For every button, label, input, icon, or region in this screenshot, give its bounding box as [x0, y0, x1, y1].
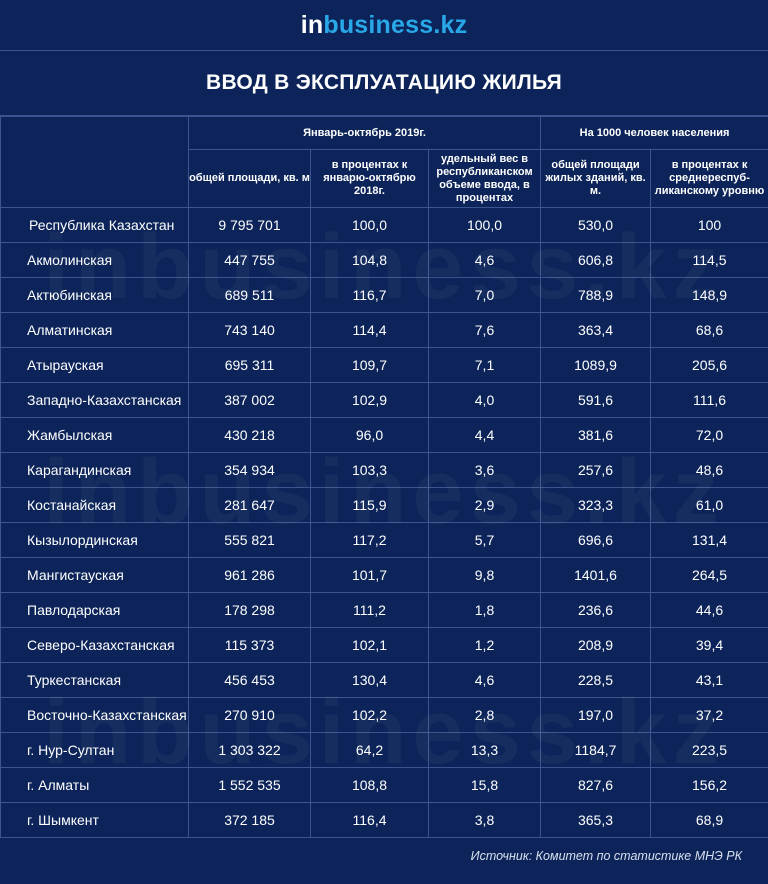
total-area: 1 303 322 [189, 733, 311, 768]
table-row [1, 733, 768, 768]
col-header-share: удельный вес в республиканском объеме ввода, в процентах [429, 150, 541, 208]
total-area: 115 373 [189, 628, 311, 663]
share-percent: 15,8 [429, 768, 541, 803]
area-per-1000: 363,4 [541, 313, 651, 348]
table-row [1, 593, 768, 628]
percent-2018: 104,8 [311, 243, 429, 278]
share-percent: 2,8 [429, 698, 541, 733]
area-per-1000: 591,6 [541, 383, 651, 418]
percent-of-avg: 68,9 [651, 803, 768, 838]
region-name: Жамбылская [1, 418, 189, 453]
share-percent: 3,8 [429, 803, 541, 838]
share-percent: 7,1 [429, 348, 541, 383]
total-area: 1 552 535 [189, 768, 311, 803]
share-percent: 5,7 [429, 523, 541, 558]
total-area: 387 002 [189, 383, 311, 418]
region-name: Атырауская [1, 348, 189, 383]
region-name: Западно-Казахстанская [1, 383, 189, 418]
table-row [1, 523, 768, 558]
percent-2018: 102,1 [311, 628, 429, 663]
region-name: г. Шымкент [1, 803, 189, 838]
area-per-1000: 197,0 [541, 698, 651, 733]
percent-2018: 102,2 [311, 698, 429, 733]
percent-of-avg: 44,6 [651, 593, 768, 628]
area-per-1000: 323,3 [541, 488, 651, 523]
percent-of-avg: 39,4 [651, 628, 768, 663]
percent-2018: 101,7 [311, 558, 429, 593]
area-per-1000: 1184,7 [541, 733, 651, 768]
col-header-total-area: общей площади, кв. м [189, 150, 311, 208]
percent-2018: 64,2 [311, 733, 429, 768]
region-name: г. Алматы [1, 768, 189, 803]
area-per-1000: 257,6 [541, 453, 651, 488]
area-per-1000: 696,6 [541, 523, 651, 558]
table-row [1, 488, 768, 523]
area-per-1000: 365,3 [541, 803, 651, 838]
share-percent: 3,6 [429, 453, 541, 488]
percent-of-avg: 100 [651, 208, 768, 243]
percent-2018: 116,7 [311, 278, 429, 313]
percent-2018: 102,9 [311, 383, 429, 418]
total-area: 456 453 [189, 663, 311, 698]
table-body [1, 208, 768, 838]
area-per-1000: 606,8 [541, 243, 651, 278]
col-header-percent-avg: в процентах к среднереспуб-ликанскому уровню [651, 150, 768, 208]
percent-2018: 115,9 [311, 488, 429, 523]
col-header-area-per-1000: общей площади жилых зданий, кв. м. [541, 150, 651, 208]
share-percent: 4,4 [429, 418, 541, 453]
table-row [1, 663, 768, 698]
page-title: ВВОД В ЭКСПЛУАТАЦИЮ ЖИЛЬЯ [205, 71, 563, 94]
area-per-1000: 827,6 [541, 768, 651, 803]
total-area: 743 140 [189, 313, 311, 348]
area-per-1000: 530,0 [541, 208, 651, 243]
percent-of-avg: 61,0 [651, 488, 768, 523]
table-row [1, 243, 768, 278]
region-name: Туркестанская [1, 663, 189, 698]
col-header-percent-2018: в процентах к январю-октябрю 2018г. [311, 150, 429, 208]
region-name: Павлодарская [1, 593, 189, 628]
percent-of-avg: 223,5 [651, 733, 768, 768]
percent-2018: 116,4 [311, 803, 429, 838]
share-percent: 9,8 [429, 558, 541, 593]
percent-2018: 96,0 [311, 418, 429, 453]
percent-of-avg: 148,9 [651, 278, 768, 313]
region-name: Северо-Казахстанская [1, 628, 189, 663]
group-header-jan-oct: Январь-октябрь 2019г. [189, 117, 541, 150]
logo-part-business: business.kz [323, 10, 468, 39]
area-per-1000: 208,9 [541, 628, 651, 663]
total-area: 354 934 [189, 453, 311, 488]
percent-2018: 114,4 [311, 313, 429, 348]
region-name: Республика Казахстан [1, 208, 189, 243]
region-name: Карагандинская [1, 453, 189, 488]
total-area: 372 185 [189, 803, 311, 838]
table-row [1, 313, 768, 348]
region-name: Акмолинская [1, 243, 189, 278]
logo-part-in: in [300, 10, 324, 39]
table-row [1, 278, 768, 313]
share-percent: 1,2 [429, 628, 541, 663]
table-row [1, 803, 768, 838]
percent-2018: 100,0 [311, 208, 429, 243]
total-area: 9 795 701 [189, 208, 311, 243]
header-group-row [1, 117, 768, 150]
table-row [1, 208, 768, 243]
share-percent: 1,8 [429, 593, 541, 628]
table-row [1, 628, 768, 663]
percent-2018: 108,8 [311, 768, 429, 803]
region-name: г. Нур-Султан [1, 733, 189, 768]
percent-of-avg: 68,6 [651, 313, 768, 348]
share-percent: 7,6 [429, 313, 541, 348]
total-area: 961 286 [189, 558, 311, 593]
percent-of-avg: 264,5 [651, 558, 768, 593]
share-percent: 13,3 [429, 733, 541, 768]
area-per-1000: 236,6 [541, 593, 651, 628]
region-name: Восточно-Казахстанская [1, 698, 189, 733]
percent-of-avg: 72,0 [651, 418, 768, 453]
share-percent: 4,6 [429, 663, 541, 698]
area-per-1000: 788,9 [541, 278, 651, 313]
table-row [1, 698, 768, 733]
percent-2018: 109,7 [311, 348, 429, 383]
total-area: 178 298 [189, 593, 311, 628]
area-per-1000: 228,5 [541, 663, 651, 698]
share-percent: 2,9 [429, 488, 541, 523]
area-per-1000: 1401,6 [541, 558, 651, 593]
region-name: Костанайская [1, 488, 189, 523]
table-row [1, 348, 768, 383]
region-header [1, 117, 189, 208]
percent-2018: 111,2 [311, 593, 429, 628]
total-area: 555 821 [189, 523, 311, 558]
percent-of-avg: 205,6 [651, 348, 768, 383]
total-area: 447 755 [189, 243, 311, 278]
percent-of-avg: 114,5 [651, 243, 768, 278]
group-header-per-1000: На 1000 человек населения [541, 117, 768, 150]
region-name: Алматинская [1, 313, 189, 348]
area-per-1000: 381,6 [541, 418, 651, 453]
percent-of-avg: 111,6 [651, 383, 768, 418]
table-row [1, 768, 768, 803]
title-bar [0, 51, 768, 116]
percent-of-avg: 43,1 [651, 663, 768, 698]
brand-logo [301, 11, 468, 40]
percent-2018: 130,4 [311, 663, 429, 698]
region-name: Актюбинская [1, 278, 189, 313]
total-area: 695 311 [189, 348, 311, 383]
table-row [1, 418, 768, 453]
region-name: Кызылординская [1, 523, 189, 558]
share-percent: 100,0 [429, 208, 541, 243]
region-name: Мангистауская [1, 558, 189, 593]
total-area: 270 910 [189, 698, 311, 733]
source-note: Источник: Комитет по статистике МНЭ РК [470, 848, 742, 863]
percent-2018: 103,3 [311, 453, 429, 488]
logo-bar [0, 0, 768, 51]
share-percent: 4,0 [429, 383, 541, 418]
area-per-1000: 1089,9 [541, 348, 651, 383]
total-area: 430 218 [189, 418, 311, 453]
percent-of-avg: 156,2 [651, 768, 768, 803]
percent-of-avg: 131,4 [651, 523, 768, 558]
percent-of-avg: 37,2 [651, 698, 768, 733]
data-table [0, 116, 768, 838]
total-area: 281 647 [189, 488, 311, 523]
share-percent: 7,0 [429, 278, 541, 313]
table-row [1, 558, 768, 593]
total-area: 689 511 [189, 278, 311, 313]
percent-of-avg: 48,6 [651, 453, 768, 488]
percent-2018: 117,2 [311, 523, 429, 558]
table-row [1, 453, 768, 488]
share-percent: 4,6 [429, 243, 541, 278]
table-row [1, 383, 768, 418]
